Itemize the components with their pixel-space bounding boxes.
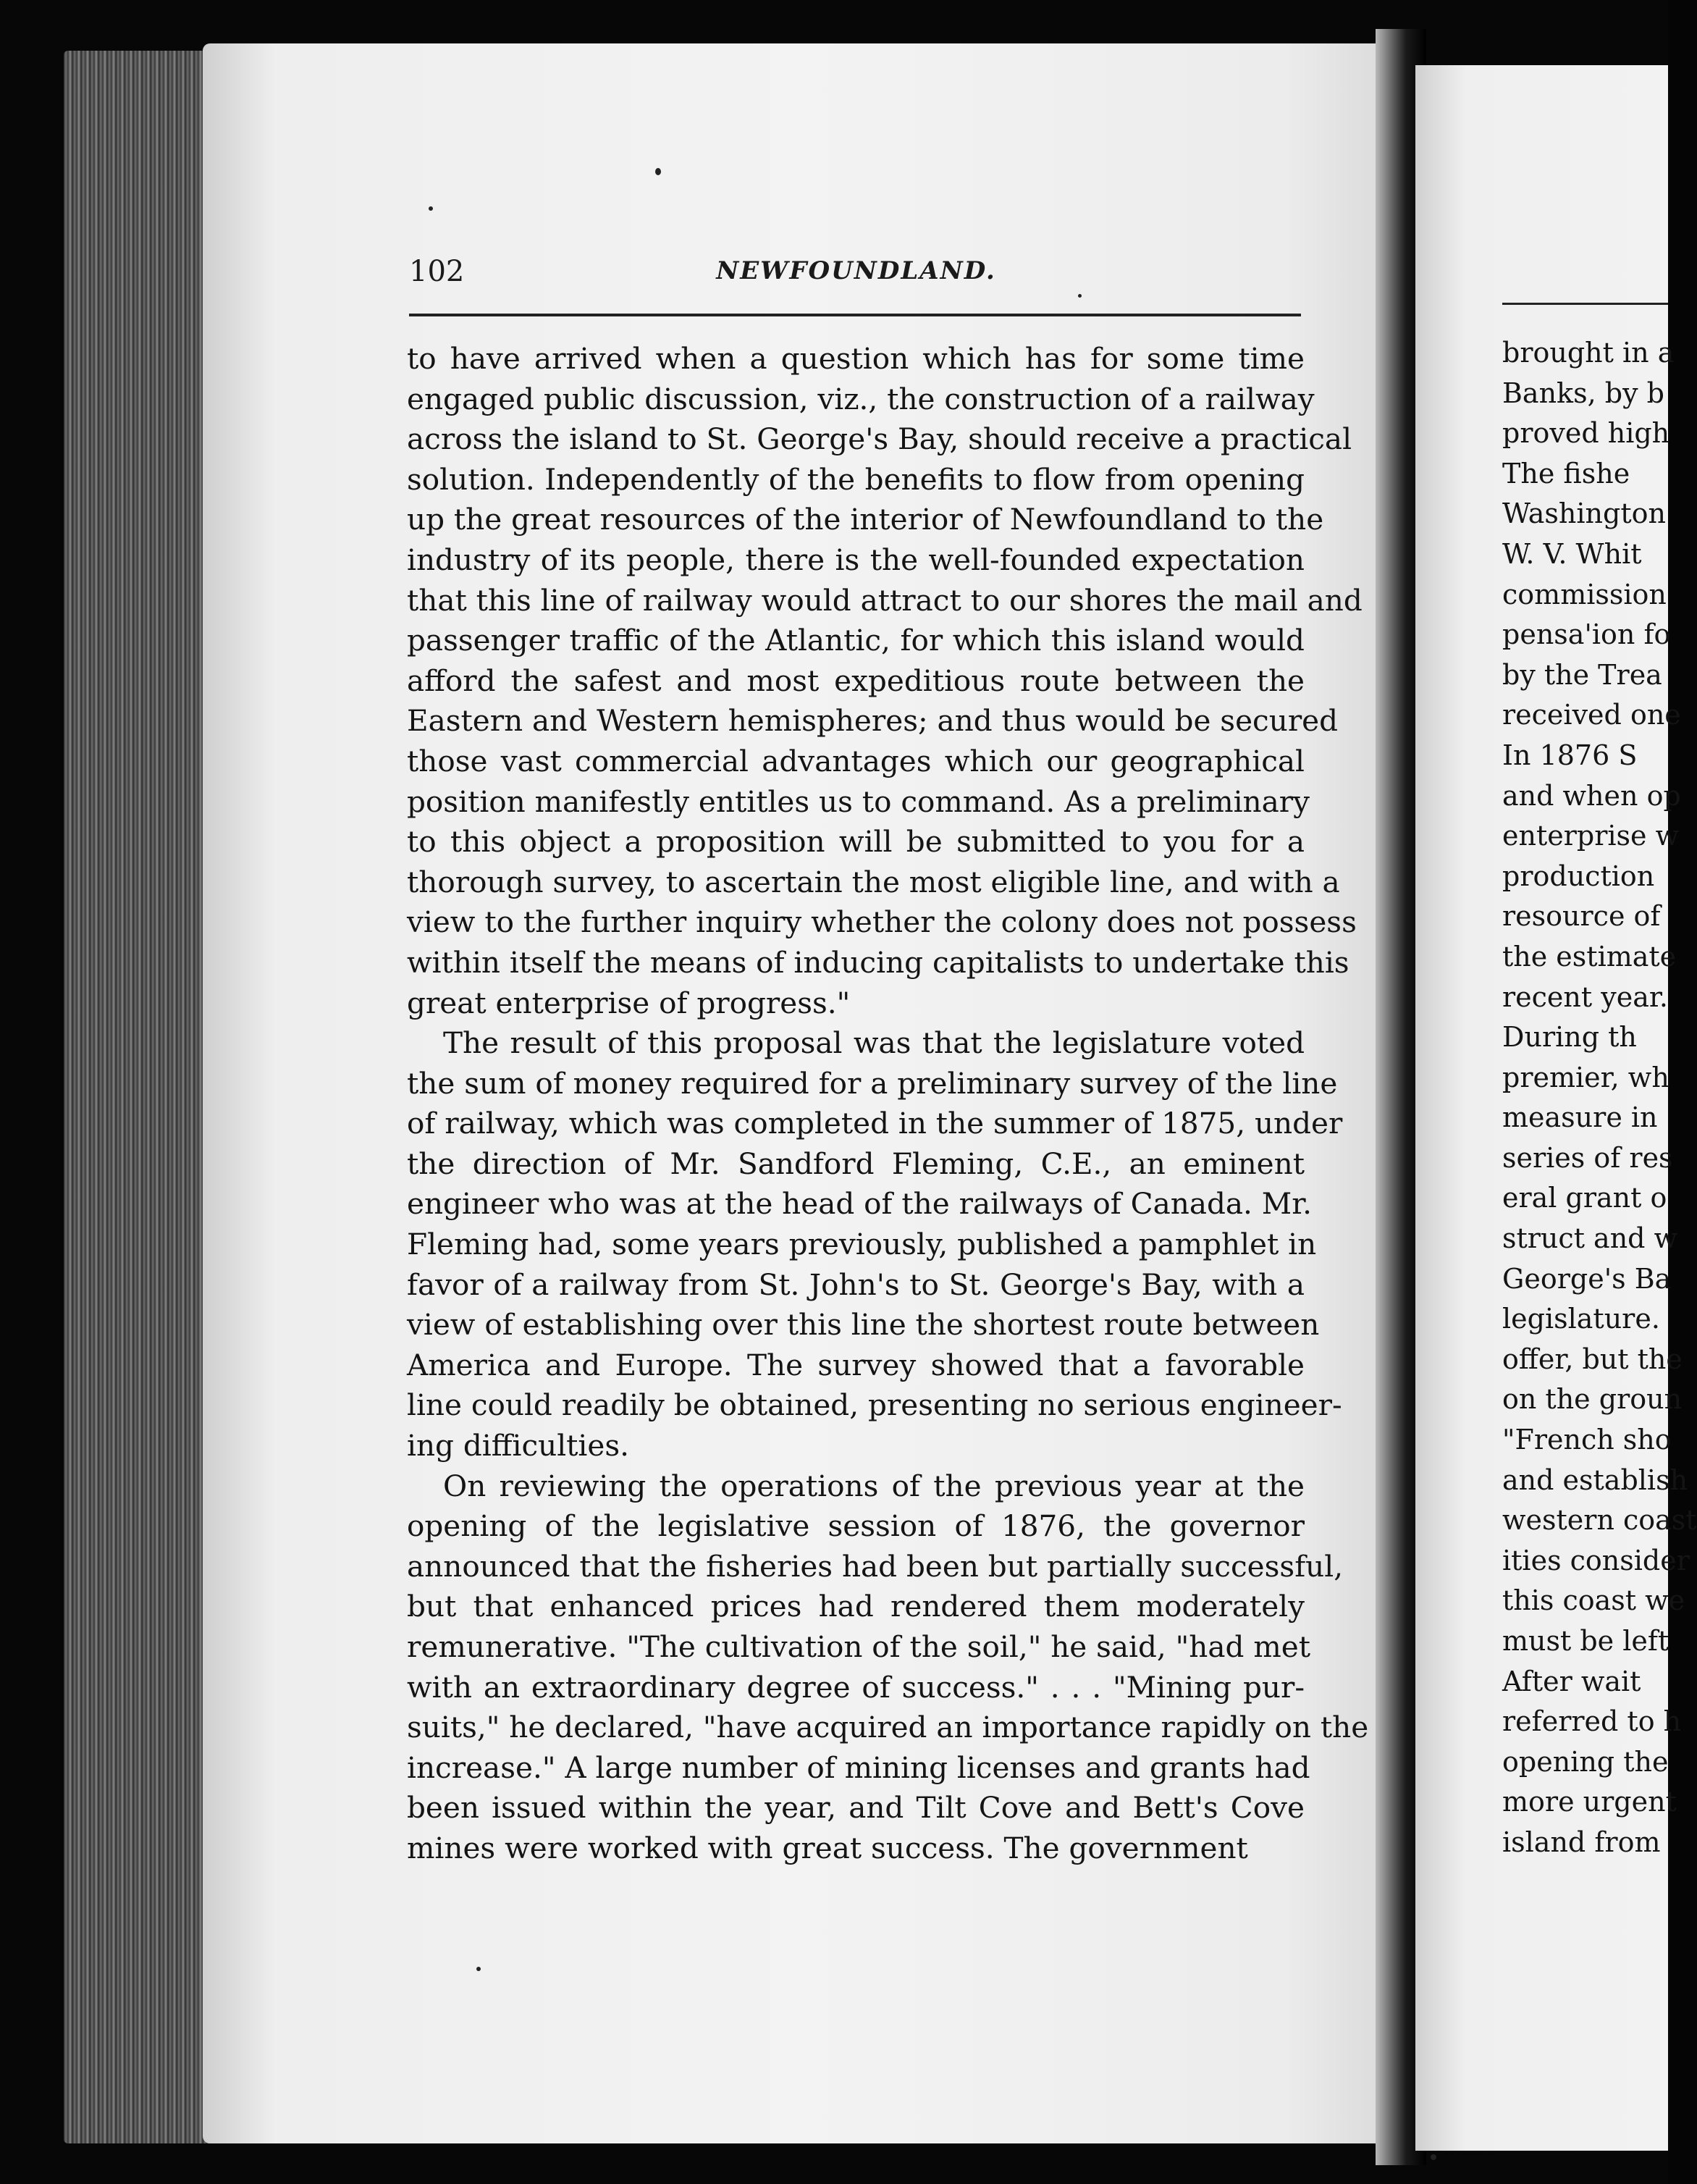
page-header bbox=[409, 255, 1303, 295]
facing-text-line: legislature. bbox=[1502, 1303, 1660, 1335]
facing-text-line: by the Trea bbox=[1502, 658, 1662, 691]
text-line: position manifestly entitles us to command. As a preliminary bbox=[407, 784, 1310, 819]
dust-speck bbox=[1078, 294, 1082, 298]
text-line: with an extraordinary degree of success." . . . "Mining pur- bbox=[407, 1669, 1305, 1705]
facing-text-line: this coast we bbox=[1502, 1584, 1685, 1617]
dust-speck bbox=[655, 168, 661, 175]
text-line: mines were worked with great success. The government bbox=[407, 1830, 1248, 1865]
text-line: line could readily be obtained, presenting no serious engineer- bbox=[407, 1387, 1342, 1423]
text-line: ing difficulties. bbox=[407, 1428, 630, 1463]
text-line: favor of a railway from St. John's to St. George's Bay, with a bbox=[407, 1267, 1305, 1302]
facing-text-line: Banks, by b bbox=[1502, 377, 1664, 409]
facing-text-line: In 1876 S bbox=[1502, 739, 1638, 771]
facing-text-line: recent year. bbox=[1502, 980, 1668, 1013]
text-line: suits," he declared, "have acquired an importance rapidly on the bbox=[407, 1710, 1369, 1745]
text-line: engineer who was at the head of the railways of Canada. Mr. bbox=[407, 1186, 1313, 1222]
text-line: up the great resources of the interior of Newfoundland to the bbox=[407, 502, 1324, 537]
text-line: the direction of Mr. Sandford Fleming, C.E., an eminent bbox=[407, 1146, 1305, 1181]
text-line: view of establishing over this line the shortest route between bbox=[407, 1307, 1320, 1343]
text-line: America and Europe. The survey showed that a favorable bbox=[407, 1347, 1305, 1382]
facing-text-line: ities consider bbox=[1502, 1544, 1690, 1576]
text-line: announced that the fisheries had been but partially successful, bbox=[407, 1548, 1344, 1584]
text-line: but that enhanced prices had rendered them moderately bbox=[407, 1589, 1305, 1624]
facing-text-line: eral grant o bbox=[1502, 1182, 1667, 1214]
facing-text-line: measure in bbox=[1502, 1101, 1658, 1134]
facing-text-line: brought in a bbox=[1502, 337, 1675, 369]
text-line: Eastern and Western hemispheres; and thus would be secured bbox=[407, 703, 1339, 739]
facing-text-line: The fishe bbox=[1502, 457, 1630, 490]
text-line: to this object a proposition will be submitted to you for a bbox=[407, 824, 1305, 860]
dust-speck bbox=[1431, 2154, 1436, 2160]
text-line: industry of its people, there is the well-founded expectation bbox=[407, 542, 1305, 577]
facing-text-line: must be left bbox=[1502, 1625, 1669, 1657]
running-head: NEWFOUNDLAND. bbox=[716, 256, 996, 285]
paragraph bbox=[407, 1466, 1369, 1869]
facing-text-line: and when op bbox=[1502, 779, 1681, 812]
facing-text-line: on the groun bbox=[1502, 1383, 1683, 1416]
text-line: great enterprise of progress." bbox=[407, 985, 851, 1020]
text-line: passenger traffic of the Atlantic, for which this island would bbox=[407, 623, 1305, 658]
text-line: afford the safest and most expeditious route between the bbox=[407, 663, 1305, 698]
body-text bbox=[407, 339, 1369, 1869]
facing-text-line: resource of bbox=[1502, 900, 1661, 933]
facing-text-line: W. V. Whit bbox=[1502, 537, 1642, 570]
text-line: those vast commercial advantages which our geographical bbox=[407, 743, 1305, 778]
text-line: been issued within the year, and Tilt Cove and Bett's Cove bbox=[407, 1790, 1305, 1826]
facing-text-line: struct and w bbox=[1502, 1222, 1678, 1255]
dust-speck bbox=[429, 206, 433, 211]
facing-text-line: After wait bbox=[1502, 1665, 1641, 1697]
paragraph bbox=[407, 1023, 1343, 1466]
facing-text-line: "French sho bbox=[1502, 1424, 1672, 1456]
facing-text-line: the estimate bbox=[1502, 940, 1677, 973]
facing-text-line: During th bbox=[1502, 1021, 1637, 1054]
text-line: across the island to St. George's Bay, should receive a practical bbox=[407, 421, 1352, 457]
facing-page-text bbox=[1502, 333, 1697, 1863]
facing-text-line: series of res bbox=[1502, 1141, 1673, 1174]
facing-text-line: and establish bbox=[1502, 1463, 1688, 1496]
facing-text-line: premier, wh bbox=[1502, 1061, 1669, 1093]
text-line: On reviewing the operations of the previous year at the bbox=[443, 1468, 1305, 1503]
facing-text-line: received one bbox=[1502, 699, 1681, 731]
facing-text-line: production bbox=[1502, 860, 1655, 892]
text-line: within itself the means of inducing capitalists to undertake this bbox=[407, 944, 1349, 980]
text-line: that this line of railway would attract to our shores the mail and bbox=[407, 582, 1363, 618]
facing-text-line: offer, but the bbox=[1502, 1343, 1683, 1375]
text-line: remunerative. "The cultivation of the soil," he said, "had met bbox=[407, 1629, 1310, 1664]
facing-text-line: George's Ba bbox=[1502, 1262, 1672, 1295]
text-line: increase." A large number of mining licenses and grants had bbox=[407, 1750, 1310, 1785]
facing-text-line: opening the bbox=[1502, 1745, 1669, 1778]
text-line: to have arrived when a question which has for some time bbox=[407, 341, 1305, 376]
text-line: view to the further inquiry whether the colony does not possess bbox=[407, 904, 1357, 940]
facing-text-line: Washington bbox=[1502, 497, 1666, 530]
facing-text-line: proved high bbox=[1502, 417, 1670, 450]
dust-speck bbox=[476, 1967, 481, 1971]
text-line: thorough survey, to ascertain the most eligible line, and with a bbox=[407, 864, 1340, 899]
text-line: opening of the legislative session of 1876, the governor bbox=[407, 1508, 1305, 1544]
facing-page-rule bbox=[1502, 303, 1668, 305]
text-line: of railway, which was completed in the summer of 1875, under bbox=[407, 1106, 1343, 1141]
facing-text-line: island from bbox=[1502, 1826, 1661, 1858]
text-line: engaged public discussion, viz., the construction of a railway bbox=[407, 381, 1315, 416]
page-number: 102 bbox=[409, 255, 465, 288]
text-line: solution. Independently of the benefits to flow from opening bbox=[407, 461, 1305, 497]
text-line: Fleming had, some years previously, published a pamphlet in bbox=[407, 1227, 1317, 1262]
facing-text-line: western coast bbox=[1502, 1504, 1697, 1537]
text-line: The result of this proposal was that the legislature voted bbox=[443, 1025, 1305, 1061]
facing-text-line: referred to h bbox=[1502, 1705, 1682, 1738]
text-line: the sum of money required for a preliminary survey of the line bbox=[407, 1065, 1338, 1101]
facing-text-line: enterprise w bbox=[1502, 820, 1680, 852]
facing-text-line: pensa'ion fo bbox=[1502, 618, 1671, 651]
facing-text-line: commission bbox=[1502, 578, 1667, 610]
book-page-edges bbox=[64, 51, 216, 2143]
paragraph bbox=[407, 339, 1363, 1023]
header-rule bbox=[409, 314, 1301, 316]
facing-text-line: more urgent bbox=[1502, 1786, 1677, 1818]
